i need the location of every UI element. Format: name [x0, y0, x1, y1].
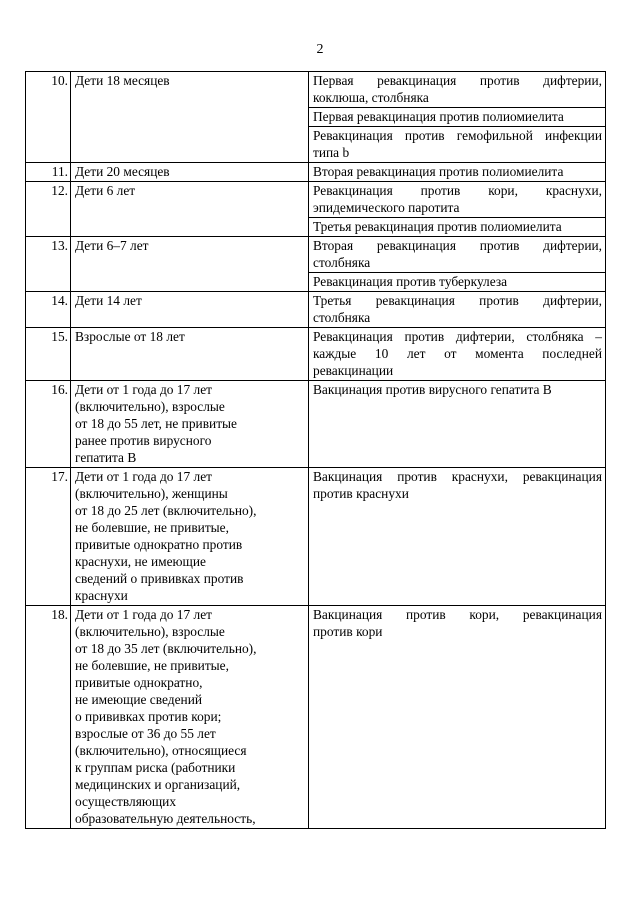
population-group	[71, 163, 309, 182]
vaccination-schedule-table	[25, 71, 606, 829]
row-number: 18.	[26, 606, 71, 829]
vaccination-line: Первая ревакцинация против дифтерии,	[313, 73, 602, 88]
vaccination-line: против кори	[313, 624, 383, 639]
vaccination-line: Третья ревакцинация против полиомиелита	[313, 219, 562, 234]
group-line: (включительно), взрослые	[75, 399, 225, 414]
table-row	[26, 237, 606, 273]
group-line: гепатита В	[75, 450, 137, 465]
group-line: осуществляющих	[75, 794, 177, 809]
group-line: от 18 до 25 лет (включительно),	[75, 503, 257, 518]
vaccination-line: Вакцинация против кори, ревакцинация	[313, 607, 602, 622]
vaccination-entry	[309, 163, 606, 182]
vaccination-entry	[309, 108, 606, 127]
group-line: от 18 до 55 лет, не привитые	[75, 416, 237, 431]
vaccination-line: Третья ревакцинация против дифтерии,	[313, 293, 602, 308]
vaccination-entry	[309, 218, 606, 237]
population-group	[71, 468, 309, 606]
page-number: 2	[316, 42, 324, 57]
vaccination-line: столбняка	[313, 310, 371, 325]
group-line: привитые однократно против	[75, 537, 243, 552]
vaccination-line: Первая ревакцинация против полиомиелита	[313, 109, 564, 124]
row-number: 14.	[26, 292, 71, 328]
population-group	[71, 328, 309, 381]
table-row	[26, 182, 606, 218]
vaccination-line: типа b	[313, 145, 350, 160]
row-number: 15.	[26, 328, 71, 381]
row-number: 13.	[26, 237, 71, 292]
population-group	[71, 381, 309, 468]
group-line: Дети от 1 года до 17 лет	[75, 469, 213, 484]
population-group	[71, 72, 309, 163]
table-row	[26, 468, 606, 606]
group-line: (включительно), взрослые	[75, 624, 225, 639]
group-line: Дети 18 месяцев	[75, 73, 170, 88]
vaccination-line: столбняка	[313, 255, 371, 270]
vaccination-entry	[309, 72, 606, 108]
table-row	[26, 163, 606, 182]
group-line: привитые однократно,	[75, 675, 203, 690]
vaccination-line: Вторая ревакцинация против полиомиелита	[313, 164, 564, 179]
group-line: взрослые от 36 до 55 лет	[75, 726, 216, 741]
vaccination-entry	[309, 182, 606, 218]
vaccination-line: Ревакцинация против кори, краснухи,	[313, 183, 602, 198]
vaccination-line: Ревакцинация против туберкулеза	[313, 274, 508, 289]
vaccination-line: Вторая ревакцинация против дифтерии,	[313, 238, 602, 253]
table-row	[26, 606, 606, 829]
group-line: Дети 6 лет	[75, 183, 136, 198]
group-line: (включительно), женщины	[75, 486, 228, 501]
vaccination-entry	[309, 127, 606, 163]
vaccination-line: Ревакцинация против гемофильной инфекции	[313, 128, 602, 143]
group-line: образовательную деятельность,	[75, 811, 256, 826]
vaccination-entry	[309, 606, 606, 829]
group-line: ранее против вирусного	[75, 433, 212, 448]
group-line: не имеющие сведений	[75, 692, 203, 707]
group-line: не болевшие, не привитые,	[75, 520, 229, 535]
vaccination-entry	[309, 273, 606, 292]
row-number: 10.	[26, 72, 71, 163]
group-line: к группам риска (работники	[75, 760, 236, 775]
table-row	[26, 72, 606, 108]
population-group	[71, 606, 309, 829]
group-line: медицинских и организаций,	[75, 777, 241, 792]
vaccination-line: против краснухи	[313, 486, 409, 501]
group-line: краснухи, не имеющие	[75, 554, 206, 569]
row-number: 16.	[26, 381, 71, 468]
table-row	[26, 292, 606, 328]
vaccination-line: эпидемического паротита	[313, 200, 460, 215]
population-group	[71, 182, 309, 237]
vaccination-line: каждые 10 лет от момента последней	[313, 346, 602, 361]
vaccination-line: ревакцинации	[313, 363, 394, 378]
group-line: Дети 20 месяцев	[75, 164, 170, 179]
group-line: краснухи	[75, 588, 128, 603]
table-row	[26, 381, 606, 468]
row-number: 11.	[26, 163, 71, 182]
vaccination-entry	[309, 328, 606, 381]
group-line: о прививках против кори;	[75, 709, 222, 724]
population-group	[71, 237, 309, 292]
vaccination-line: коклюша, столбняка	[313, 90, 429, 105]
group-line: Взрослые от 18 лет	[75, 329, 185, 344]
group-line: (включительно), относящиеся	[75, 743, 247, 758]
vaccination-line: Ревакцинация против дифтерии, столбняка –	[313, 329, 602, 344]
group-line: Дети от 1 года до 17 лет	[75, 382, 213, 397]
population-group	[71, 292, 309, 328]
group-line: не болевшие, не привитые,	[75, 658, 229, 673]
vaccination-entry	[309, 237, 606, 273]
group-line: сведений о прививках против	[75, 571, 244, 586]
vaccination-entry	[309, 468, 606, 606]
vaccination-line: Вакцинация против вирусного гепатита В	[313, 382, 552, 397]
row-number: 12.	[26, 182, 71, 237]
group-line: от 18 до 35 лет (включительно),	[75, 641, 257, 656]
table-row	[26, 328, 606, 381]
vaccination-entry	[309, 381, 606, 468]
vaccination-line: Вакцинация против краснухи, ревакцинация	[313, 469, 602, 484]
group-line: Дети 14 лет	[75, 293, 142, 308]
vaccination-entry	[309, 292, 606, 328]
group-line: Дети от 1 года до 17 лет	[75, 607, 213, 622]
group-line: Дети 6–7 лет	[75, 238, 149, 253]
row-number: 17.	[26, 468, 71, 606]
